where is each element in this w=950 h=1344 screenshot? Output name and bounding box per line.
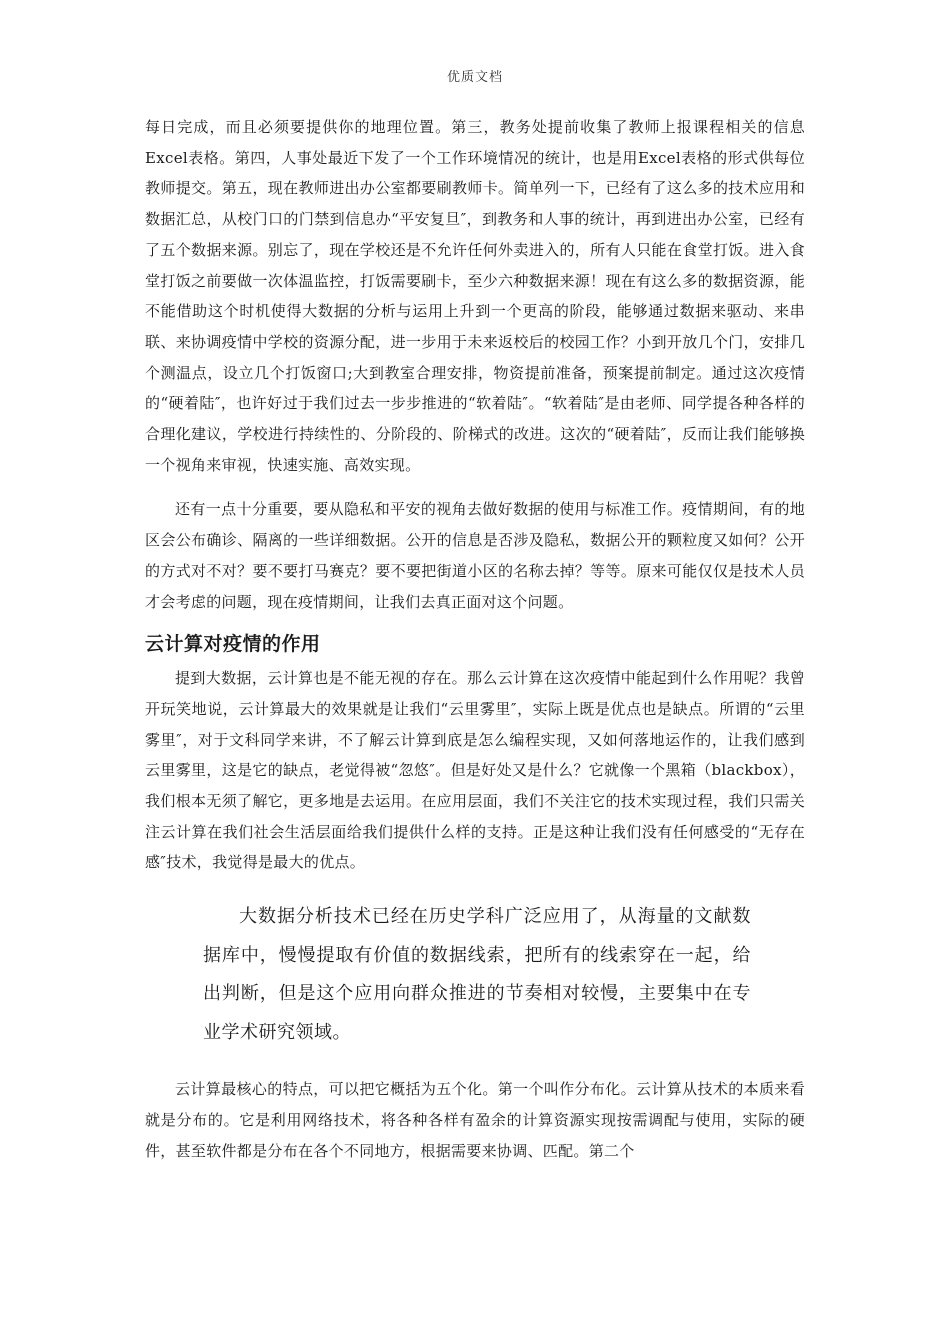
paragraph-cloud-features: 云计算最核心的特点，可以把它概括为五个化。第一个叫作分布化。云计算从技术的本质来看就是分布的。它是利用网络技术，将各种各样有盈余的计算资源实现按需调配与使用，实际的硬件，甚至软件都是分布在各个不同地方，根据需要来协调、匹配。第二个 — [145, 1080, 805, 1160]
page-header: 优质文档 — [446, 70, 503, 85]
pull-quote: 大数据分析技术已经在历史学科广泛应用了，从海量的文献数据库中，慢慢提取有价值的数据线索，把所有的线索穿在一起，给出判断，但是这个应用向群众推进的节奏相对较慢，主要集中在专业学术研究领域。 — [203, 906, 751, 1043]
paragraph-privacy: 还有一点十分重要，要从隐私和平安的视角去做好数据的使用与标准工作。疫情期间，有的地区会公布确诊、隔离的一些详细数据。公开的信息是否涉及隐私，数据公开的颗粒度又如何？公开的方式对不对？要不要打马赛克？要不要把街道小区的名称去掉？等等。原来可能仅仅是技术人员才会考虑的问题，现在疫情期间，让我们去真正面对这个问题。 — [145, 500, 805, 611]
section-title-cloud-computing: 云计算对疫情的作用 — [145, 633, 321, 656]
paragraph-cloud-intro: 提到大数据，云计算也是不能无视的存在。那么云计算在这次疫情中能起到什么作用呢？我曾开玩笑地说，云计算最大的效果就是让我们“云里雾里″，实际上既是优点也是缺点。所谓的“云里雾里″，对于文科同学来讲，不了解云计算到底是怎么编程实现，又如何落地运作的，让我们感到云里雾里，这是它的缺点，老觉得被“忽悠″。但是好处又是什么？它就像一个黑箱（blackbox），我们根本无须了解它，更多地是去运用。在应用层面，我们不关注它的技术实现过程，我们只需关注云计算在我们社会生活层面给我们提供什么样的支持。正是这种让我们没有任何感受的“无存在感″技术，我觉得是最大的优点。 — [145, 669, 805, 872]
document-body — [145, 112, 805, 1166]
paragraph-data-sources: 每日完成，而且必须要提供你的地理位置。第三，教务处提前收集了教师上报课程相关的信息Excel表格。第四，人事处最近下发了一个工作环境情况的统计，也是用Excel表格的形式供每位教师提交。第五，现在教师进出办公室都要刷教师卡。简单列一下，已经有了这么多的技术应用和数据汇总，从校门口的门禁到信息办“平安复旦″，到教务和人事的统计，再到进出办公室，已经有了五个数据来源。别忘了，现在学校还是不允许任何外卖进入的，所有人只能在食堂打饭。进入食堂打饭之前要做一次体温监控，打饭需要刷卡，至少六种数据来源！现在有这么多的数据资源，能不能借助这个时机使得大数据的分析与运用上升到一个更高的阶段，能够通过数据来驱动、来串联、来协调疫情中学校的资源分配，进一步用于未来返校后的校园工作？小到开放几个门，安排几个测温点，设立几个打饭窗口;大到教室合理安排，物资提前准备，预案提前制定。通过这次疫情的“硬着陆″，也许好过于我们过去一步步推进的“软着陆″。“软着陆″是由老师、同学提各种各样的合理化建议，学校进行持续性的、分阶段的、阶梯式的改进。这次的“硬着陆″，反而让我们能够换一个视角来审视，快速实施、高效实现。 — [145, 118, 805, 474]
